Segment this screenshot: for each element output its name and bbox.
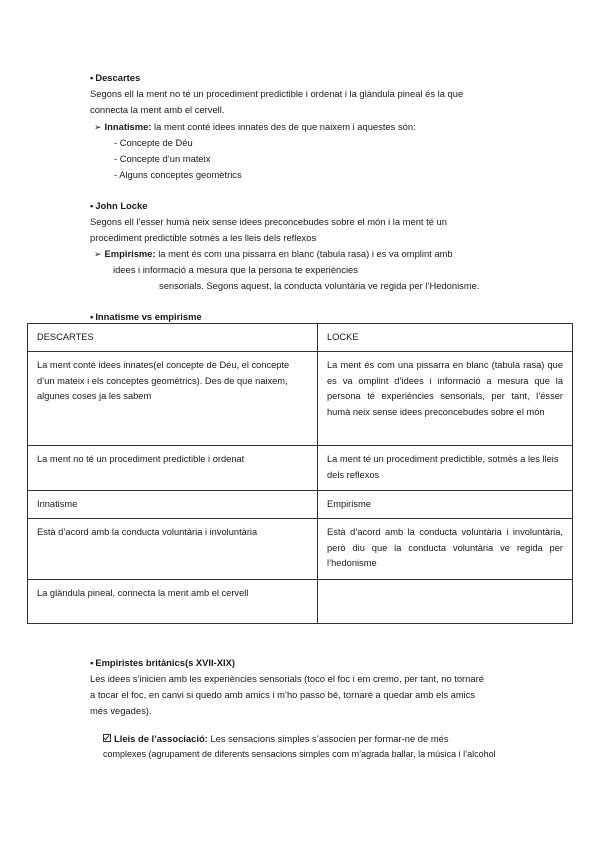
lleis-label: Lleis de l’associació: xyxy=(114,733,208,744)
checkbox-bullet-icon xyxy=(103,734,111,742)
table-cell: Està d’acord amb la conducta voluntària i involuntària xyxy=(28,519,318,580)
locke-heading: ▪ John Locke xyxy=(90,200,148,211)
empiristes-paragraph-line-2: a tocar el foc, en canvi si quedo amb amics i m’ho passo bé, tornaré a quedar amb els amics xyxy=(90,689,476,700)
table-cell: Innatisme xyxy=(28,491,318,519)
locke-paragraph-line-1: Segons ell l’esser humà neix sense idees preconcebudes sobre el món i la ment té un xyxy=(90,216,447,227)
empiristes-paragraph-line-3: més vegades). xyxy=(90,705,152,716)
empiristes-heading: ▪ Empiristes britànics(s XVII-XIX) xyxy=(90,657,235,668)
locke-paragraph-line-2: procediment predictible sotmès a les lleis dels reflexos xyxy=(90,232,317,243)
table-cell xyxy=(318,580,573,624)
lleis-item xyxy=(103,733,449,744)
lleis-line-2: complexes (agrupament de diferents sensacions simples com m’agrada ballar, la música i l’alcohol xyxy=(103,749,496,759)
table-cell: Empirisme xyxy=(318,491,573,519)
table-cell: Està d’acord amb la conducta voluntària i involuntària, però diu que la conducta voluntària ve regida per l’hedonisme xyxy=(318,519,573,580)
descartes-paragraph-line-1: Segons ell la ment no té un procediment predictible i ordenat i la glàndula pineal és la que xyxy=(90,88,464,99)
empirisme-line-2: idees i informació a mesura que la persona te experiències xyxy=(113,264,358,275)
arrow-bullet-icon: ➢ xyxy=(94,249,102,259)
empiristes-paragraph-line-1: Les idees s’inicien amb les experiències sensorials (toco el foc i em cremo, per tant, no tornaré xyxy=(90,673,484,684)
innatisme-subitem: - Concepte d’un mateix xyxy=(114,153,211,164)
table-row xyxy=(28,491,573,519)
comparison-table xyxy=(27,323,573,624)
innatisme-item xyxy=(94,121,416,133)
lleis-text: Les sensacions simples s’associen per formar-ne de més xyxy=(207,733,449,744)
empirisme-line-3: sensorials. Segons aquest, la conducta voluntària ve regida per l’Hedonisme. xyxy=(159,280,480,291)
empirisme-item xyxy=(94,248,453,260)
innatisme-subitem: - Alguns conceptes geomètrics xyxy=(114,169,242,180)
table-header-locke: LOCKE xyxy=(318,324,573,352)
table-cell: La glàndula pineal, connecta la ment amb el cervell xyxy=(28,580,318,624)
bullet-icon: ▪ xyxy=(90,311,94,322)
innatisme-text: la ment conté idees innates des de que naixem i aquestes són: xyxy=(151,121,416,132)
innatisme-label: Innatisme: xyxy=(104,121,152,132)
table-row xyxy=(28,519,573,580)
bullet-icon: ▪ xyxy=(90,72,94,83)
comparison-heading: ▪ Innatisme vs empirisme xyxy=(90,311,202,322)
table-row xyxy=(28,580,573,624)
table-header-row xyxy=(28,324,573,352)
bullet-icon: ▪ xyxy=(90,200,94,211)
innatisme-subitem: - Concepte de Déu xyxy=(114,137,193,148)
table-cell: La ment és com una pissarra en blanc (tabula rasa) que es va omplint d’idees i informació a mesura que la persona té experiències sensorials, per tant, l’ésser humà neix sense idees preconcebudes sobre el món xyxy=(318,352,573,446)
empirisme-text: la ment és com una pissarra en blanc (tabula rasa) i es va omplint amb xyxy=(155,248,453,259)
table-row xyxy=(28,446,573,491)
table-cell: La ment té un procediment predictible, sotmès a les lleis dels reflexos xyxy=(318,446,573,491)
table-header-descartes: DESCARTES xyxy=(28,324,318,352)
bullet-icon: ▪ xyxy=(90,657,94,668)
table-cell: La ment conté idees innates(el concepte de Déu, el concepte d’un mateix i els conceptes geomètrics). Des de que naixem, algunes coses ja les sabem xyxy=(28,352,318,446)
table-row xyxy=(28,352,573,446)
descartes-heading: ▪ Descartes xyxy=(90,72,141,83)
empirisme-label: Empirisme: xyxy=(104,248,156,259)
table-cell: La ment no té un procediment predictible i ordenat xyxy=(28,446,318,491)
descartes-paragraph-line-2: connecta la ment amb el cervell. xyxy=(90,104,225,115)
arrow-bullet-icon: ➢ xyxy=(94,122,102,132)
